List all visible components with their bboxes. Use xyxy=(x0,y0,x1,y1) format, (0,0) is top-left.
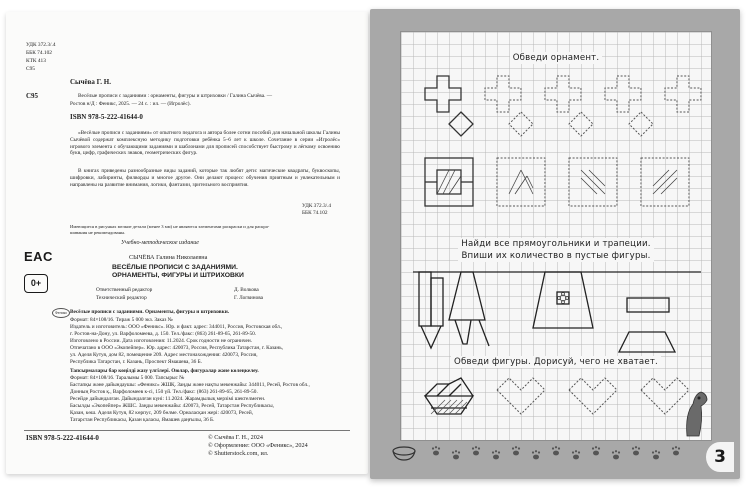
staff-name-1: Д. Волкова xyxy=(234,287,259,293)
trace-figures-row xyxy=(401,374,711,440)
imprint-ru-line-1: Весёлые прописи с заданиями. Орнаменты, фигуры и штриховки. xyxy=(70,309,230,315)
task-2-line-1: Найди все прямоугольники и трапеции. xyxy=(458,238,653,250)
title-block-line-1: Весёлые прописи с заданиями : орнаменты, фигуры и штриховки / Галина Сычёва. — xyxy=(78,93,273,99)
task-3-text: Обведи фигуры. Дорисуй, чего не хватает. xyxy=(451,356,661,368)
author-full-name: СЫЧЁВА Галина Николаевна xyxy=(129,254,208,261)
eac-mark: EAC xyxy=(24,249,53,264)
ornament-row-hatched-squares xyxy=(401,152,711,224)
udk-code: УДК 372.3/.4 xyxy=(26,42,56,48)
task-3-instruction xyxy=(401,356,711,368)
annotation-paragraph-2: В книгах приведены разнообразные виды заданий, которые так любят дети: магические квадраты, буквоскопы, шифровки, лабиринты, филворды и многое другое. Они делают процесс обучения приятным и увлекательным и направлены на развитие внимания, логики, фантазии, зрительного восприятия. xyxy=(70,168,340,188)
bbk-code: ББК 74.102 xyxy=(26,50,52,56)
dog-illustration-icon xyxy=(677,384,711,438)
ornament-row-plus-shapes xyxy=(401,68,711,138)
imprint-kz-line-4: Донның Ростов қ., Варфоломеев к-сі, 150 үй. Тел./факс: (863) 261-89-65, 261-89-50. xyxy=(70,389,258,395)
copyright-line-1: © Сычёва Г. Н., 2024 xyxy=(208,434,263,441)
imprint-ru-line-8: Республика Татарстан, г. Казань, Проспект Ямашева, 36 Б. xyxy=(70,359,202,365)
author-mark: С95 xyxy=(26,92,39,100)
isbn-top: ISBN 978-5-222-41644-0 xyxy=(70,113,143,121)
copyright-line-3: © Shutterstock.com, ил. xyxy=(208,450,269,457)
call-code: С95 xyxy=(26,66,35,72)
note-line-1: Имеющиеся в рисунках мелкие детали (менее 3 мм) не являются элементами раскраски и для раскра- xyxy=(70,224,270,229)
imprint-kz-line-2: Формат: 84×108/16. Таралымы 5 000. Тапсырыс № xyxy=(70,375,185,381)
udk-right: УДК 372.3/.4 xyxy=(302,203,332,209)
imprint-ru-line-4: г. Ростов-на-Дону, ул. Варфоломеева, д. 150. Тел./факс: (863) 261-89-65, 261-89-50. xyxy=(70,331,257,337)
imprint-kz-line-6: Басылды «Экопейпер» ЖШС. Заңды мекенжайы: 420073, Ресей, Татарстан Республикасы, xyxy=(70,403,274,409)
isbn-bottom: ISBN 978-5-222-41644-0 xyxy=(26,434,99,442)
staff-role-1: Ответственный редактор xyxy=(96,287,153,293)
shapes-counting-figures xyxy=(401,268,711,360)
imprint-kz-line-5: Ресейде дайындалған. Дайындалған күні: 11.2024. Жарамдылық мерзімі шектелмеген. xyxy=(70,396,266,402)
title-upper-line-1: ВЕСЁЛЫЕ ПРОПИСИ С ЗАДАНИЯМИ. xyxy=(112,264,238,271)
publisher-logo: Феникс xyxy=(52,308,70,318)
worksheet-grid xyxy=(400,31,712,441)
bbk-right: ББК 74.102 xyxy=(302,210,328,216)
task-1-instruction xyxy=(401,52,711,64)
paw-prints-decoration xyxy=(388,439,708,469)
imprint-ru-line-5: Изготовлено в России. Дата изготовления: 11.2024. Срок годности не ограничен. xyxy=(70,338,252,344)
ktk-code: КТК 413 xyxy=(26,58,46,64)
imprint-ru-line-2: Формат: 84×108/16. Тираж 5 000 экз. Заказ № xyxy=(70,317,173,323)
imprint-ru-line-7: ул. Аделя Кутуя, дом 82, помещение 209. Адрес местонахождения: 420073, Россия, xyxy=(70,352,258,358)
imprint-kz-line-3: Бастапқы және дайындаушы: «Феникс» ЖШҚ. Заңды және нақты мекенжайы: 344011, Ресей, Ростов обл., xyxy=(70,382,310,388)
copyright-line-2: © Оформление: ООО «Феникс», 2024 xyxy=(208,442,308,449)
imprint-kz-line-1: Тапсырмалары бар көңілді жазу үлгілері. Оюлар, фигуралар және көлеңкелеу. xyxy=(70,368,259,374)
annotation-paragraph-1: «Весёлые прописи с заданиями» от опытного педагога и автора более сотни пособий для начальной школы Галины Сычёвой содержат комплексную методику подготовки ребёнка 5–6 лет к школе. Сочетание в серии «Игролёс» игрового элемента с обучающими заданиями и шаблонами для прописей способствует быстрому и лёгкому освоению букв, цифр, графических знаков, геометрических фигур. xyxy=(70,130,340,157)
left-page-imprint xyxy=(6,12,368,474)
staff-name-2: Г. Логвинова xyxy=(234,295,263,301)
right-page-worksheet xyxy=(370,9,740,479)
imprint-ru-line-3: Издатель и изготовитель: ООО «Феникс». Юр. и факт. адрес: 344011, Россия, Ростовская обл., xyxy=(70,324,283,330)
title-block-line-2: Ростов н/Д : Феникс, 2025. — 24 с. : ил. — (Игролёс). xyxy=(70,101,191,107)
task-2-instruction xyxy=(401,238,711,262)
task-1-text: Обведи орнамент. xyxy=(510,52,603,64)
edition-type: Учебно-методическое издание xyxy=(121,240,199,246)
imprint-ru-line-6: Отпечатано в ООО «Экопейпер». Юр. адрес: 420073, Россия, Республика Татарстан, г. Казань, xyxy=(70,345,283,351)
imprint-kz-line-8: Татарстан Республикасы, Қазан қаласы, Ямашев даңғылы, 36 Б. xyxy=(70,417,215,423)
title-upper-line-2: ОРНАМЕНТЫ, ФИГУРЫ И ШТРИХОВКИ xyxy=(112,272,244,279)
page-number: 3 xyxy=(706,442,734,472)
note-line-2: шивания не рекомендованы. xyxy=(70,230,126,235)
divider xyxy=(24,430,350,431)
task-2-line-2: Впиши их количество в пустые фигуры. xyxy=(458,250,653,262)
age-rating: 0+ xyxy=(24,274,48,293)
imprint-kz-line-7: Қазан, көш. Аделя Кутуя, 82 көрпус, 209 бөлме. Орналасқан жері: 420073, Ресей, xyxy=(70,410,254,416)
author-name: Сычёва Г. Н. xyxy=(70,78,111,86)
staff-role-2: Технический редактор xyxy=(96,295,147,301)
